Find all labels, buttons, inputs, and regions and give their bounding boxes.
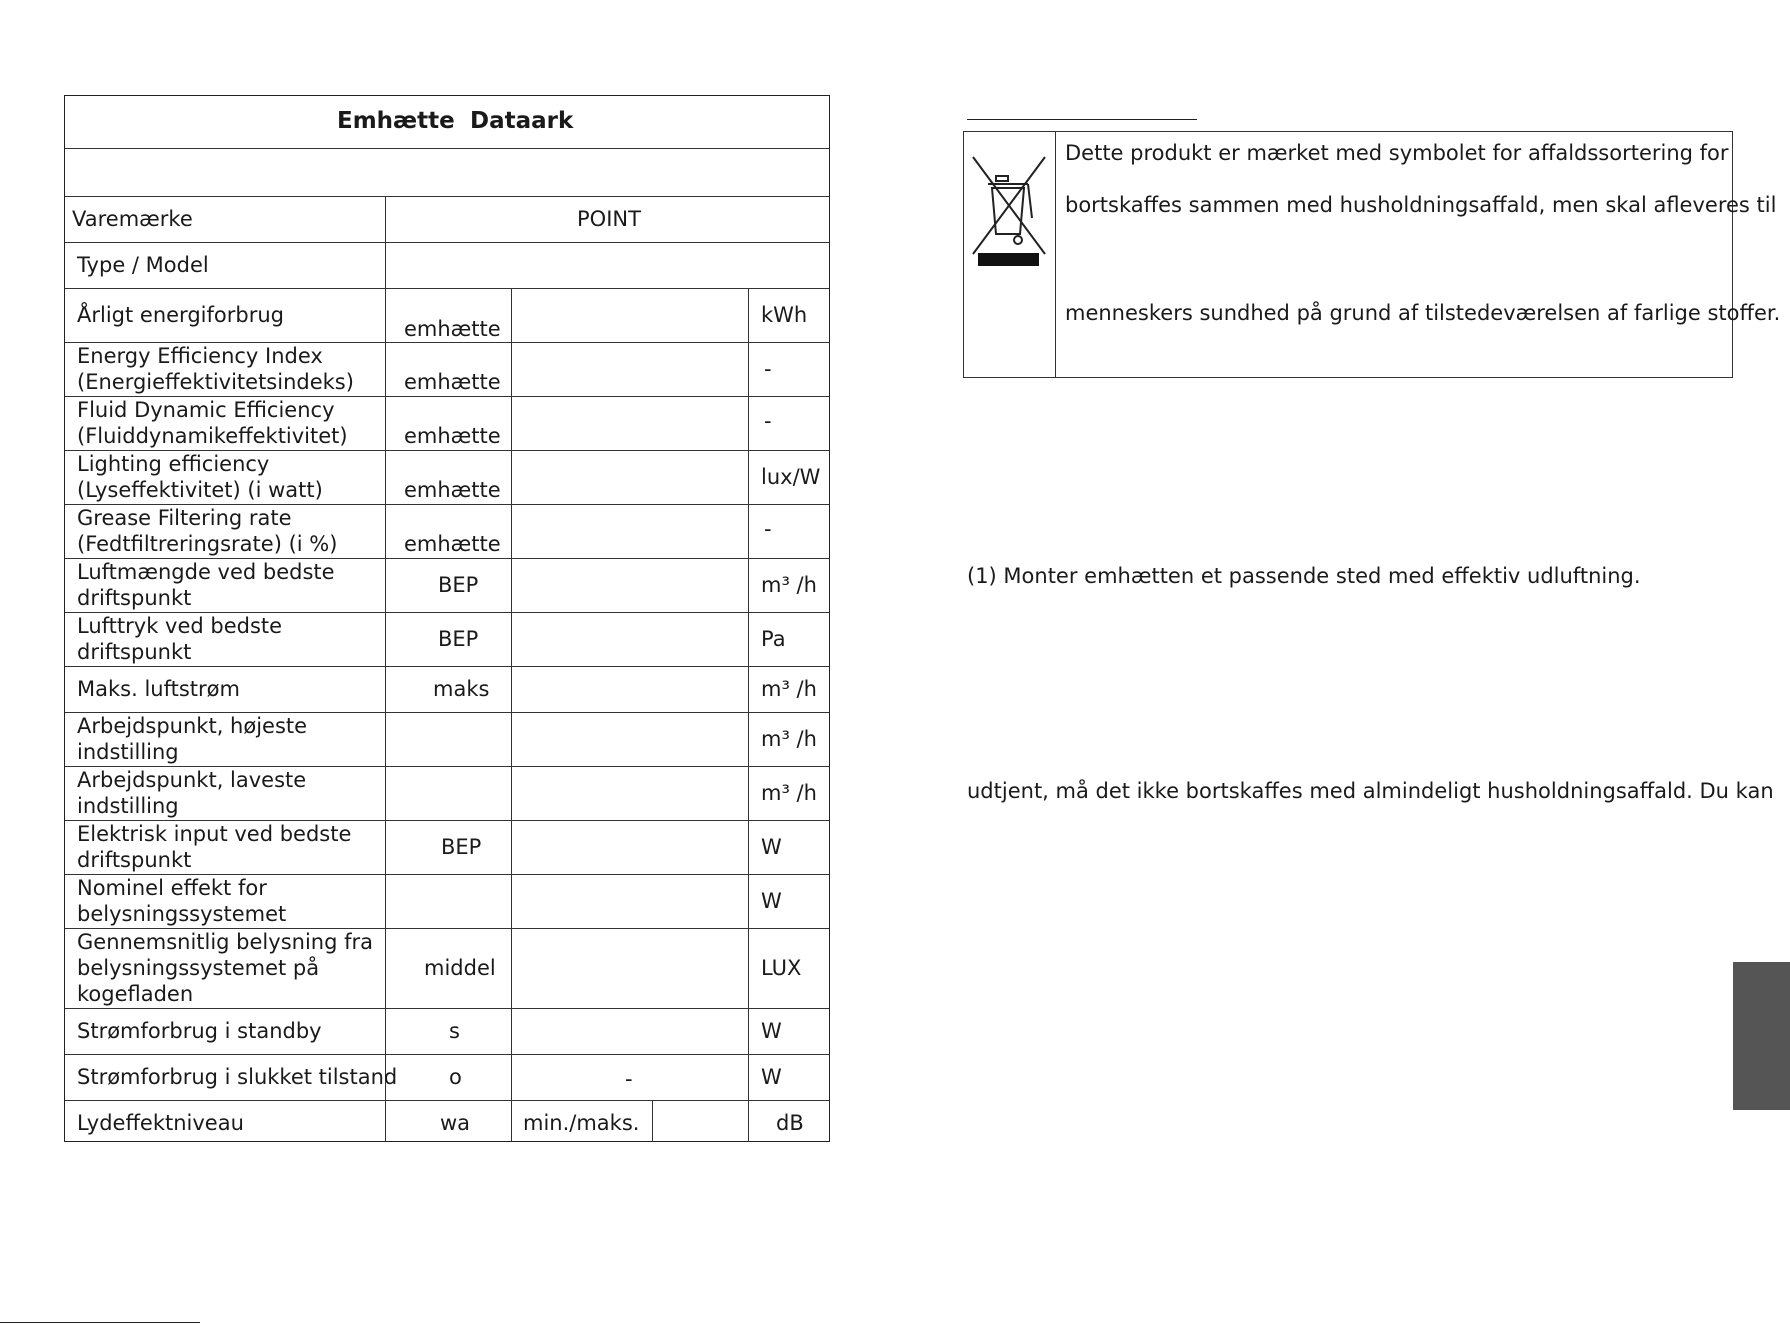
- brand-value: POINT: [577, 207, 641, 231]
- weee-text-line2: bortskaffes sammen med husholdningsaffald, men skal afleveres til: [1065, 193, 1777, 217]
- row-unit: -: [764, 357, 772, 381]
- row-label: Arbejdspunkt, laveste: [77, 768, 307, 792]
- row-unit: kWh: [761, 303, 808, 327]
- row-qualifier: BEP: [441, 835, 482, 859]
- row-label: Lydeffektniveau: [77, 1111, 244, 1135]
- brand-label: Varemærke: [72, 207, 193, 231]
- row-qualifier: maks: [433, 677, 490, 701]
- row-label: Energy Efficiency Index: [77, 344, 323, 368]
- row-label: Maks. luftstrøm: [77, 677, 240, 701]
- row-label: Lighting efficiency: [77, 452, 270, 476]
- row-qualifier: wa: [440, 1111, 471, 1135]
- row-label: Grease Filtering rate: [77, 506, 292, 530]
- row-value: min./maks.: [523, 1111, 640, 1135]
- row-qualifier: emhætte: [404, 317, 501, 341]
- row-label-line2: belysningssystemet på: [77, 956, 320, 980]
- row-unit: LUX: [761, 956, 802, 980]
- model-label: Type / Model: [77, 253, 209, 277]
- row-unit: W: [761, 1019, 782, 1043]
- row-qualifier: emhætte: [404, 424, 501, 448]
- row-unit: Pa: [761, 627, 786, 651]
- row-unit: W: [761, 1065, 782, 1089]
- install-note: (1) Monter emhætten et passende sted med effektiv udluftning.: [967, 564, 1641, 588]
- row-label-line2: driftspunkt: [77, 586, 192, 610]
- row-unit: -: [764, 517, 772, 541]
- row-qualifier: BEP: [438, 573, 479, 597]
- row-qualifier: emhætte: [404, 370, 501, 394]
- row-unit: dB: [776, 1111, 804, 1135]
- row-unit: lux/W: [761, 465, 821, 489]
- row-label-line2: (Energieffektivitetsindeks): [77, 370, 354, 394]
- row-label: Elektrisk input ved bedste: [77, 822, 352, 846]
- footer-rule: [0, 1322, 200, 1323]
- row-label-line2: belysningssystemet: [77, 902, 287, 926]
- row-qualifier: s: [449, 1019, 460, 1043]
- row-label: Lufttryk ved bedste: [77, 614, 283, 638]
- row-label: Luftmængde ved bedste: [77, 560, 335, 584]
- datasheet-title-right: Dataark: [470, 108, 574, 134]
- row-label: Nominel effekt for: [77, 876, 267, 900]
- row-value: -: [625, 1067, 633, 1091]
- row-qualifier: emhætte: [404, 478, 501, 502]
- row-label: Fluid Dynamic Efficiency: [77, 398, 335, 422]
- row-qualifier: emhætte: [404, 532, 501, 556]
- page-side-tab: [1733, 962, 1790, 1110]
- row-unit: m³ /h: [761, 781, 817, 805]
- section-rule: [967, 119, 1197, 120]
- row-label-line2: driftspunkt: [77, 848, 192, 872]
- row-label: Strømforbrug i standby: [77, 1019, 322, 1043]
- row-label-line2: (Lyseffektivitet) (i watt): [77, 478, 323, 502]
- row-label: Årligt energiforbrug: [77, 303, 284, 327]
- row-unit: W: [761, 835, 782, 859]
- row-label-line3: kogefladen: [77, 982, 194, 1006]
- row-qualifier: BEP: [438, 627, 479, 651]
- row-unit: m³ /h: [761, 677, 817, 701]
- row-unit: -: [764, 409, 772, 433]
- datasheet-title: Emhætte: [337, 108, 455, 134]
- row-qualifier: middel: [424, 956, 496, 980]
- weee-notice-box: [963, 131, 1781, 378]
- row-label-line2: indstilling: [77, 794, 179, 818]
- datasheet-table: [64, 95, 830, 1142]
- row-label-line2: driftspunkt: [77, 640, 192, 664]
- row-qualifier: o: [449, 1065, 462, 1089]
- row-label-line2: indstilling: [77, 740, 179, 764]
- row-label: Gennemsnitlig belysning fra: [77, 930, 373, 954]
- row-label-line2: (Fedtfiltreringsrate) (i %): [77, 532, 338, 556]
- weee-text-line1: Dette produkt er mærket med symbolet for affaldssortering for: [1065, 141, 1729, 165]
- row-unit: W: [761, 889, 782, 913]
- crossed-out-wheelie-bin-icon: [970, 154, 1050, 274]
- weee-text-line3: menneskers sundhed på grund af tilstedeværelsen af farlige stoffer.: [1065, 301, 1781, 325]
- row-label: Arbejdspunkt, højeste: [77, 714, 308, 738]
- row-unit: m³ /h: [761, 573, 817, 597]
- disposal-note: udtjent, må det ikke bortskaffes med almindeligt husholdningsaffald. Du kan: [967, 779, 1774, 803]
- row-label-line2: (Fluiddynamikeffektivitet): [77, 424, 348, 448]
- row-label: Strømforbrug i slukket tilstand: [77, 1065, 398, 1089]
- row-unit: m³ /h: [761, 727, 817, 751]
